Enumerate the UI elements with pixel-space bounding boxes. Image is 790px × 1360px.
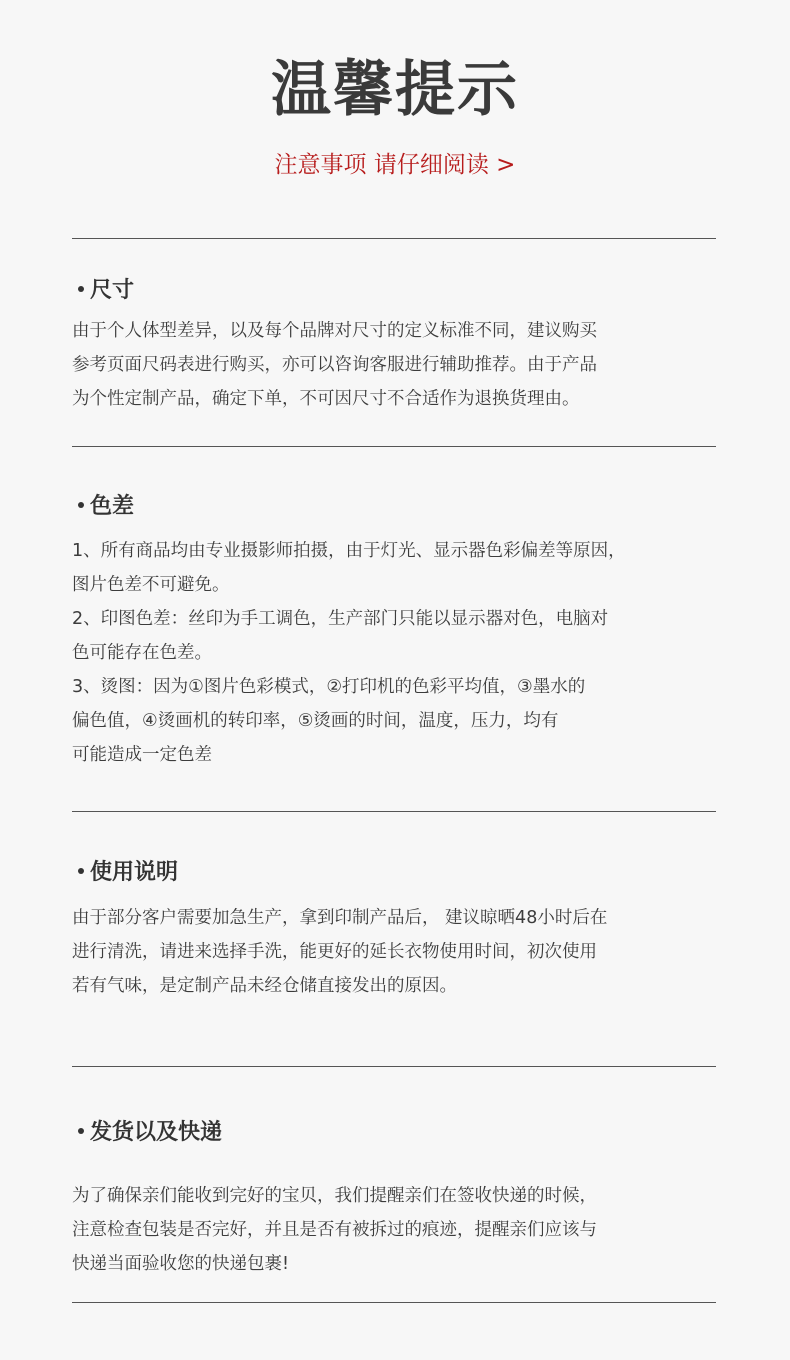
paragraph-line: 若有气味，是定制产品未经仓储直接发出的原因。 — [72, 976, 457, 996]
paragraph-line: 快递当面验收您的快递包裹! — [72, 1254, 290, 1274]
section-heading-label: 使用说明 — [90, 860, 179, 885]
paragraph-line: 为个性定制产品，确定下单，不可因尺寸不合适作为退换货理由。 — [72, 389, 580, 409]
section-heading-label: 发货以及快递 — [90, 1120, 223, 1145]
paragraph-line: 为了确保亲们能收到完好的宝贝，我们提醒亲们在签收快递的时候， — [72, 1186, 597, 1206]
section-body-usage — [72, 901, 722, 1003]
section-heading-shipping — [72, 1117, 222, 1149]
divider — [72, 1066, 716, 1067]
bullet-dot-icon — [78, 868, 84, 874]
paragraph-line: 2、印图色差：丝印为手工调色，生产部门只能以显示器对色，电脑对 — [72, 609, 609, 629]
paragraph-line: 由于部分客户需要加急生产，拿到印制产品后， 建议晾晒48小时后在 — [72, 908, 608, 928]
paragraph-line: 可能造成一定色差 — [72, 745, 212, 765]
page-title: 温馨提示 — [271, 55, 519, 125]
paragraph-line: 偏色值，④烫画机的转印率，⑤烫画的时间，温度，压力，均有 — [72, 711, 559, 731]
section-heading-size — [72, 275, 134, 307]
section-heading-label: 尺寸 — [90, 278, 135, 303]
divider — [72, 238, 716, 239]
paragraph-line: 图片色差不可避免。 — [72, 575, 230, 595]
notice-subtitle[interactable]: 注意事项 请仔细阅读 > — [274, 152, 516, 178]
section-heading-color-difference — [72, 491, 134, 523]
section-body-shipping — [72, 1179, 722, 1281]
section-heading-label: 色差 — [90, 494, 135, 519]
section-heading-usage — [72, 857, 178, 889]
paragraph-line: 3、烫图：因为①图片色彩模式，②打印机的色彩平均值，③墨水的 — [72, 677, 586, 697]
section-body-color-difference — [72, 534, 722, 772]
paragraph-line: 参考页面尺码表进行购买，亦可以咨询客服进行辅助推荐。由于产品 — [72, 355, 597, 375]
bullet-dot-icon — [78, 502, 84, 508]
divider — [72, 811, 716, 812]
paragraph-line: 注意检查包装是否完好，并且是否有被拆过的痕迹，提醒亲们应该与 — [72, 1220, 597, 1240]
divider — [72, 446, 716, 447]
bullet-dot-icon — [78, 1128, 84, 1134]
paragraph-line: 由于个人体型差异，以及每个品牌对尺寸的定义标准不同，建议购买 — [72, 321, 597, 341]
paragraph-line: 进行清洗，请进来选择手洗，能更好的延长衣物使用时间，初次使用 — [72, 942, 597, 962]
paragraph-line: 1、所有商品均由专业摄影师拍摄，由于灯光、显示器色彩偏差等原因， — [72, 541, 626, 561]
section-body-size — [72, 314, 722, 416]
bullet-dot-icon — [78, 286, 84, 292]
divider — [72, 1302, 716, 1303]
paragraph-line: 色可能存在色差。 — [72, 643, 212, 663]
